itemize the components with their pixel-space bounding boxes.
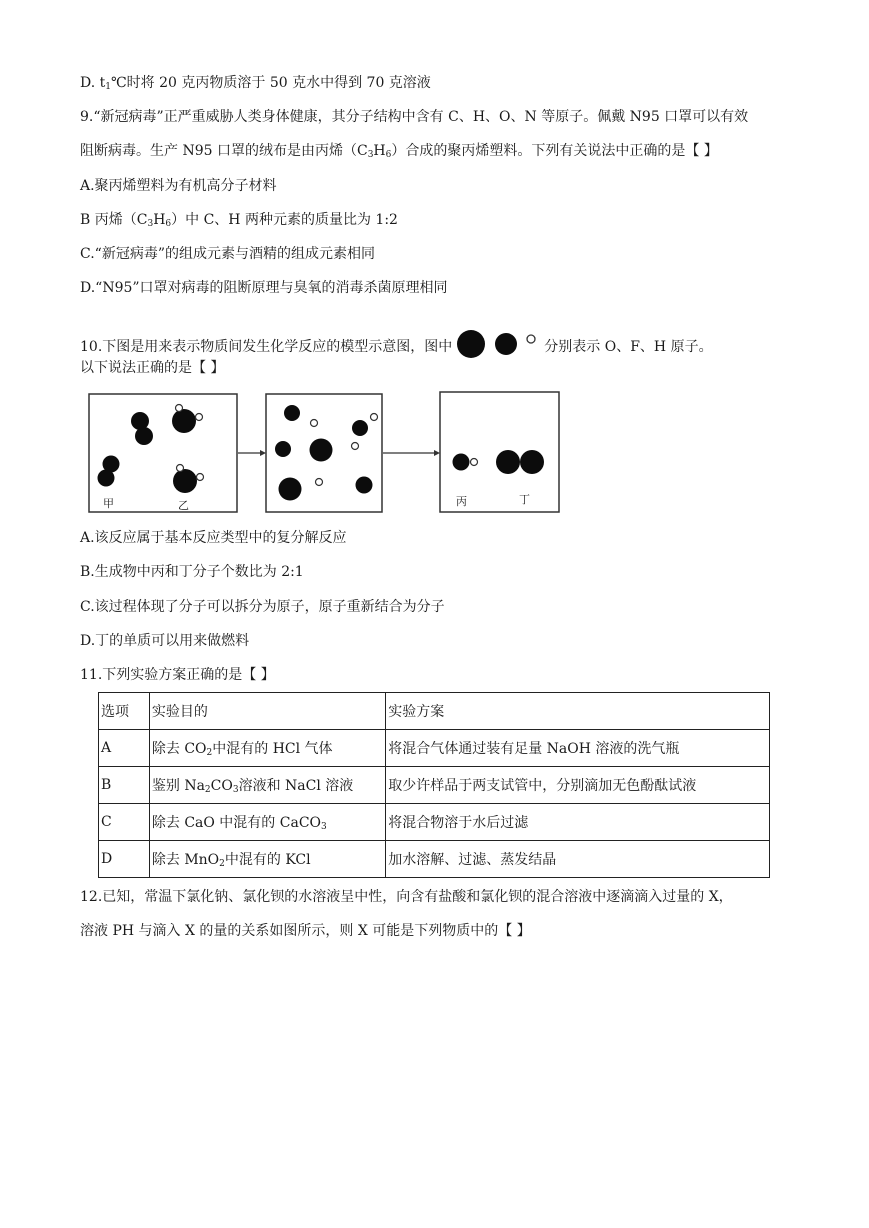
label-bing: 丙 <box>456 495 467 508</box>
q8-option-d: D. $t_1℃$时将 20 克丙物质溶于 50 克水中得到 70 克溶液 <box>80 75 431 92</box>
row-plan: 将混合气体通过装有足量 NaOH 溶液的洗气瓶 <box>386 730 770 767</box>
q9-option-b: B 丙烯$(C_3H_6)$中 C、H 两种元素的质量比为 1:2 <box>80 212 398 229</box>
reaction-model-svg <box>88 391 563 516</box>
label-jia: 甲 <box>103 497 114 510</box>
q10-option-d: D.丁的单质可以用来做燃料 <box>80 633 250 649</box>
q10-stem-line2: 以下说法正确的是【 】 <box>80 360 225 376</box>
reaction-model-diagram <box>88 391 563 516</box>
q9-option-a: A.聚丙烯塑料为有机高分子材料 <box>80 178 277 194</box>
table-header-row <box>99 693 770 730</box>
header-option: 选项 <box>99 693 150 730</box>
q9-option-d: D.“N95”口罩对病毒的阻断原理与臭氧的消毒杀菌原理相同 <box>80 280 448 296</box>
row-plan: 将混合物溶于水后过滤 <box>386 804 770 841</box>
q9-stem-line1: 9.“新冠病毒”正严重威胁人类身体健康，其分子结构中含有 C、H、O、N 等原子。佩戴 N95 口罩可以有效 <box>80 109 749 125</box>
label-yi: 乙 <box>178 499 189 512</box>
table-row <box>99 767 770 804</box>
q10-option-a: A.该反应属于基本反应类型中的复分解反应 <box>80 530 347 546</box>
row-goal: 鉴别 $Na_2CO_3$溶液和 NaCl 溶液 <box>149 767 385 804</box>
row-plan: 取少许样品于两支试管中，分别滴加无色酚酞试液 <box>386 767 770 804</box>
row-option: B <box>99 767 150 804</box>
q10-stem-line1: 10.下图是用来表示物质间发生化学反应的模型示意图，图中 分别表示 O、F、H 原子。 <box>80 327 713 367</box>
q9-stem-line2: 阻断病毒。生产 N95 口罩的绒布是由丙烯$(C_3H_6)$合成的聚丙烯塑料。下列有关说法中正确的是【 】 <box>80 143 718 160</box>
table-row <box>99 730 770 767</box>
header-plan: 实验方案 <box>386 693 770 730</box>
table-row <box>99 841 770 878</box>
row-option: C <box>99 804 150 841</box>
label-ding: 丁 <box>519 493 530 506</box>
header-goal: 实验目的 <box>149 693 385 730</box>
q11-stem: 11.下列实验方案正确的是【 】 <box>80 667 275 683</box>
table-row <box>99 804 770 841</box>
q12-stem-line2: 溶液 PH 与滴入 X 的量的关系如图所示，则 X 可能是下列物质中的【 】 <box>80 923 531 939</box>
q10-option-b: B.生成物中丙和丁分子个数比为 2:1 <box>80 564 304 580</box>
row-plan: 加水溶解、过滤、蒸发结晶 <box>386 841 770 878</box>
row-goal: 除去 MnO$_2$中混有的 KCl <box>149 841 385 878</box>
q10-option-c: C.该过程体现了分子可以拆分为原子，原子重新结合为分子 <box>80 599 445 615</box>
row-option: D <box>99 841 150 878</box>
atom-legend-icons <box>456 327 540 367</box>
experiment-table <box>98 692 770 878</box>
q9-option-c: C.“新冠病毒”的组成元素与酒精的组成元素相同 <box>80 246 375 262</box>
row-goal: 除去 CaO 中混有的 CaCO$_3$ <box>149 804 385 841</box>
row-goal: 除去 $CO_2$中混有的 HCl 气体 <box>149 730 385 767</box>
row-option: A <box>99 730 150 767</box>
q12-stem-line1: 12.已知，常温下氯化钠、氯化钡的水溶液呈中性，向含有盐酸和氯化钡的混合溶液中逐滴滴入过量的 X， <box>80 889 733 905</box>
